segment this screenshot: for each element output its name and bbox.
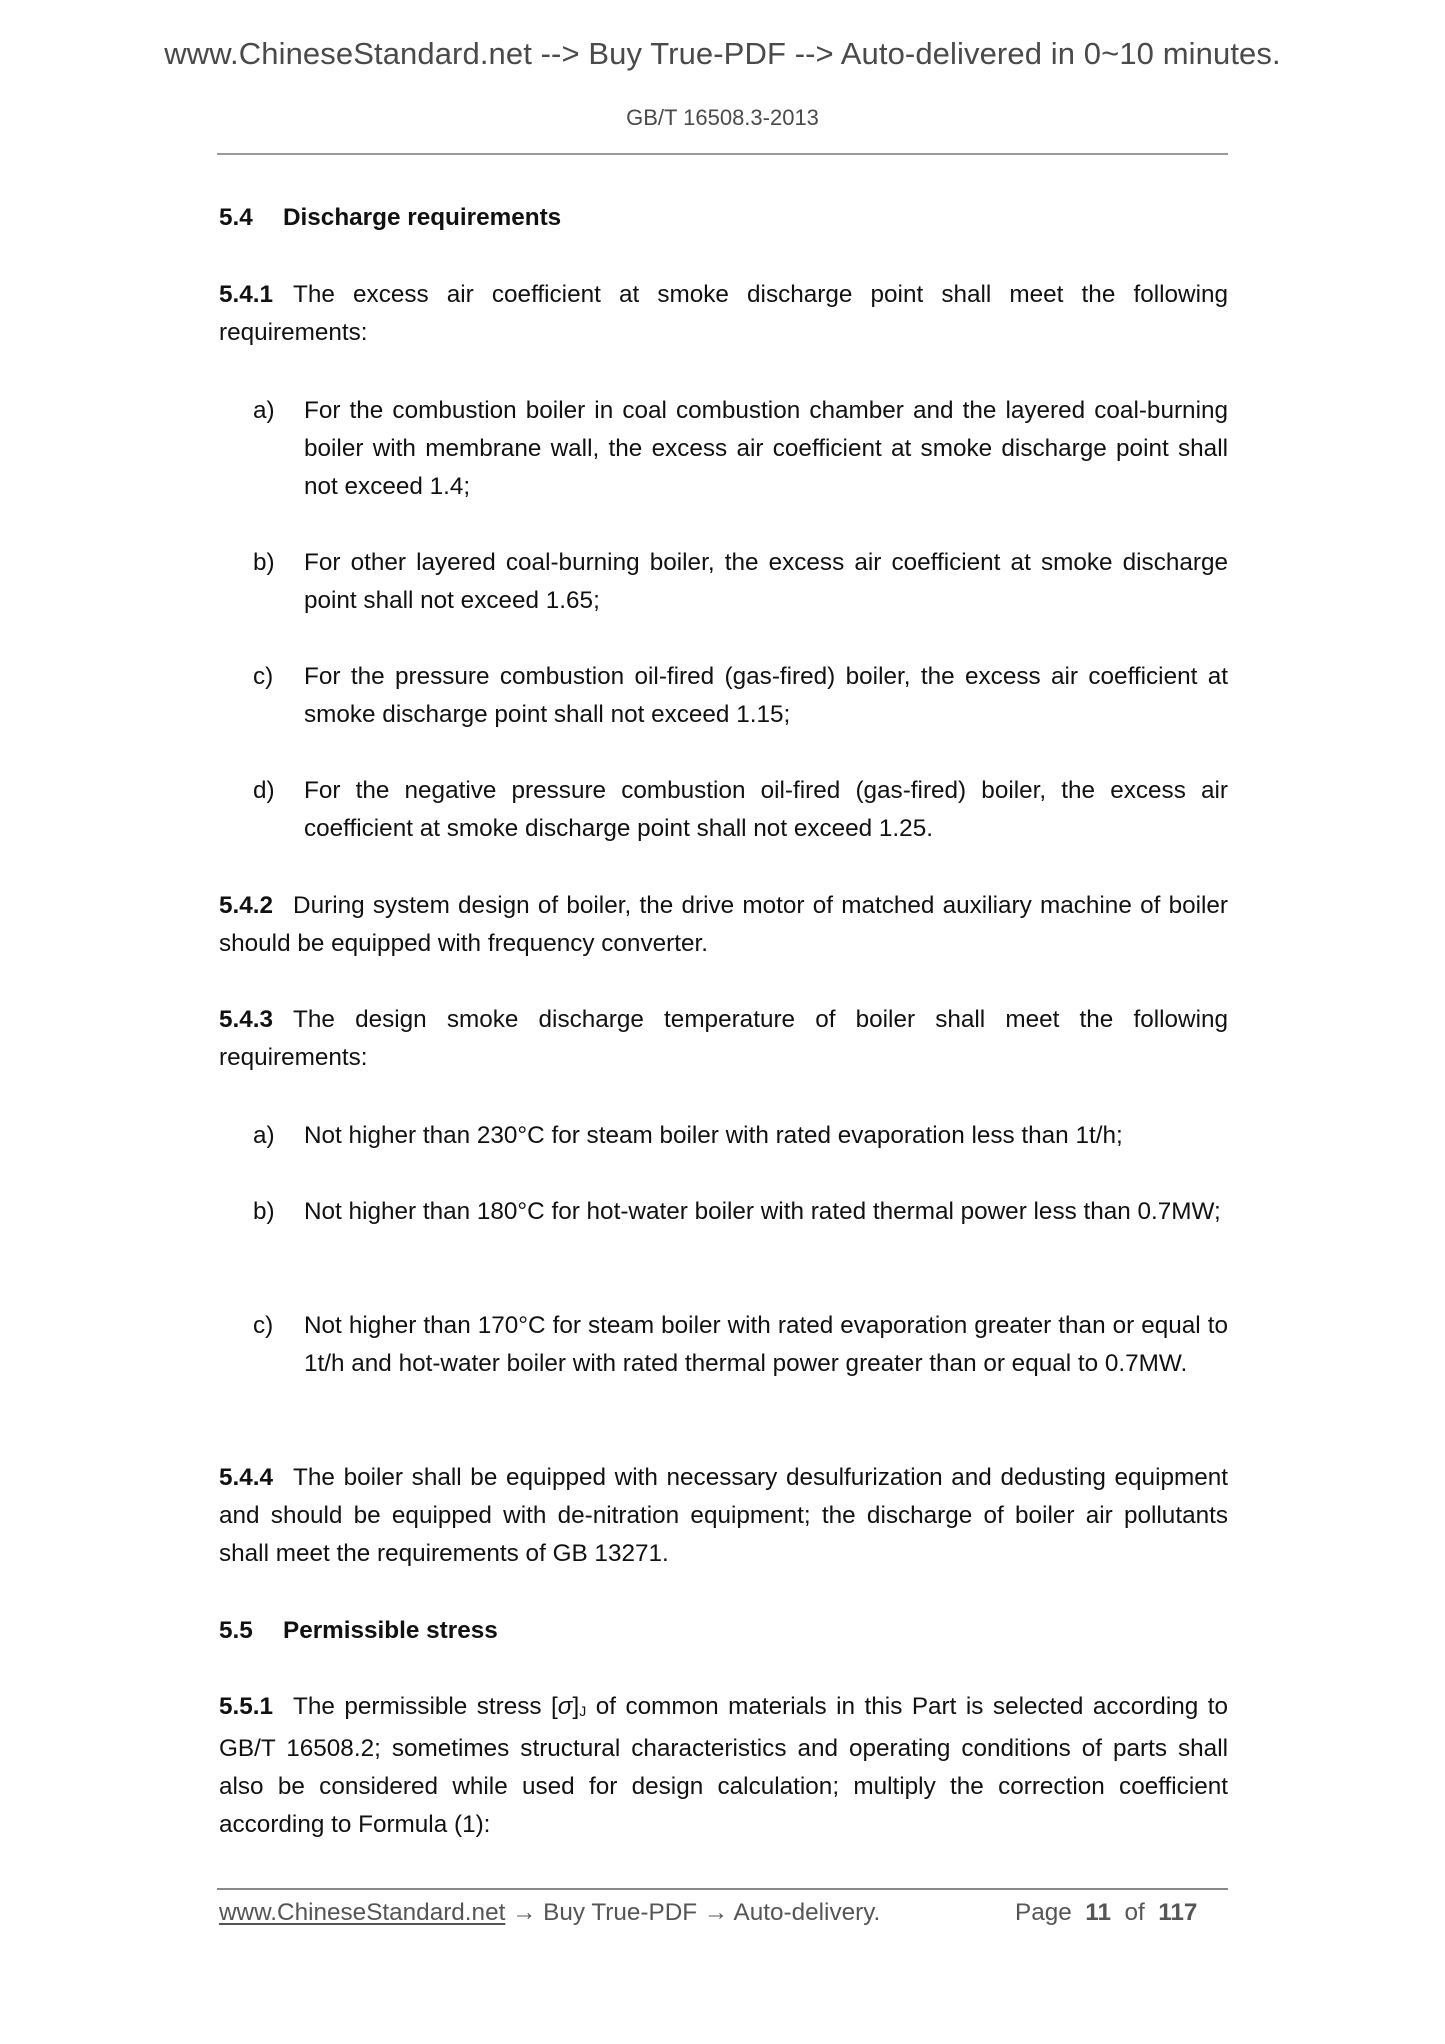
arrow-icon: →: [697, 1899, 734, 1926]
list-text: For the negative pressure combustion oil-fired (gas-fired) boiler, the excess air coefficient at smoke discharge point shall not exceed 1.25.: [304, 777, 1228, 842]
list-text: Not higher than 180°C for hot-water boiler with rated thermal power less than 0.7MW;: [304, 1198, 1221, 1225]
clause-5-5-1: [219, 1688, 1228, 1844]
list-label: a): [253, 397, 275, 424]
list-text: Not higher than 170°C for steam boiler with rated evaporation greater than or equal to 1t/h and hot-water boiler with rated thermal power greater than or equal to 0.7MW.: [304, 1312, 1228, 1377]
section-heading-5-4: [219, 199, 1228, 237]
clause-number: 5.5.1: [219, 1693, 274, 1720]
clause-5-4-3: [219, 1001, 1228, 1077]
arrow-icon: →: [505, 1899, 544, 1926]
page-of: of: [1124, 1899, 1145, 1926]
list-item-5-4-1-b: [253, 544, 1228, 620]
sigma-symbol: σ: [557, 1693, 573, 1720]
list-item-5-4-3-c: [253, 1307, 1228, 1383]
list-item-5-4-1-c: [253, 658, 1228, 734]
clause-text: The design smoke discharge temperature of boiler shall meet the following requirements:: [219, 1006, 1228, 1071]
list-label: c): [253, 663, 274, 690]
page-current: 11: [1085, 1899, 1111, 1926]
footer-site-link[interactable]: www.ChineseStandard.net: [219, 1899, 506, 1926]
subscript-j: J: [579, 1703, 587, 1719]
footer-buy-text: Buy True-PDF: [543, 1899, 698, 1926]
list-item-5-4-3-a: [253, 1117, 1228, 1155]
clause-number: 5.4.1: [219, 281, 274, 308]
list-label: b): [253, 549, 275, 576]
section-title: Discharge requirements: [283, 204, 562, 231]
section-number: 5.4: [219, 204, 253, 231]
section-heading-5-5: [219, 1612, 1228, 1650]
clause-number: 5.4.4: [219, 1464, 274, 1491]
list-label: b): [253, 1198, 275, 1225]
clause-text-after: of common materials in this Part is selected according to GB/T 16508.2; sometimes structural characteristics and operating conditions of parts shall also be considered while used for design calculation; multiply the correction coefficient according to Formula (1):: [219, 1693, 1228, 1838]
clause-number: 5.4.3: [219, 1006, 274, 1033]
list-text: For the combustion boiler in coal combustion chamber and the layered coal-burning boiler with membrane wall, the excess air coefficient at smoke discharge point shall not exceed 1.4;: [304, 397, 1228, 500]
clause-number: 5.4.2: [219, 892, 274, 919]
section-number: 5.5: [219, 1617, 253, 1644]
bracket-close: ]: [572, 1693, 580, 1720]
page-footer: [219, 1896, 1228, 1930]
list-label: c): [253, 1312, 274, 1339]
list-item-5-4-1-a: [253, 392, 1228, 506]
document-code: GB/T 16508.3-2013: [626, 105, 819, 130]
clause-5-4-4: [219, 1459, 1228, 1573]
footer-delivery-text: Auto-delivery.: [733, 1899, 881, 1926]
clause-5-4-2: [219, 887, 1228, 963]
section-title: Permissible stress: [283, 1617, 498, 1644]
clause-text: During system design of boiler, the drive motor of matched auxiliary machine of boiler should be equipped with frequency converter.: [219, 892, 1228, 957]
list-text: For the pressure combustion oil-fired (gas-fired) boiler, the excess air coefficient at smoke discharge point shall not exceed 1.15;: [304, 663, 1228, 728]
list-label: d): [253, 777, 275, 804]
page-label: Page: [1015, 1899, 1072, 1926]
list-item-5-4-3-b: [253, 1193, 1228, 1231]
clause-text: The excess air coefficient at smoke discharge point shall meet the following requirements:: [219, 281, 1228, 346]
list-text: For other layered coal-burning boiler, the excess air coefficient at smoke discharge point shall not exceed 1.65;: [304, 549, 1228, 614]
clause-text-before: The permissible stress [: [293, 1693, 558, 1720]
list-item-5-4-1-d: [253, 772, 1228, 848]
clause-text: The boiler shall be equipped with necessary desulfurization and dedusting equipment and should be equipped with de-nitration equipment; the discharge of boiler air pollutants shall meet the requirements of GB 13271.: [219, 1464, 1228, 1567]
page-indicator: [1015, 1896, 1197, 1930]
page-total: 117: [1158, 1899, 1198, 1926]
footer-divider: [217, 1888, 1228, 1890]
page-header-banner: www.ChineseStandard.net --> Buy True-PDF --> Auto-delivered in 0~10 minutes.: [164, 36, 1281, 71]
clause-5-4-1: [219, 276, 1228, 352]
header-divider: [217, 153, 1228, 155]
list-text: Not higher than 230°C for steam boiler with rated evaporation less than 1t/h;: [304, 1122, 1123, 1149]
list-label: a): [253, 1122, 275, 1149]
